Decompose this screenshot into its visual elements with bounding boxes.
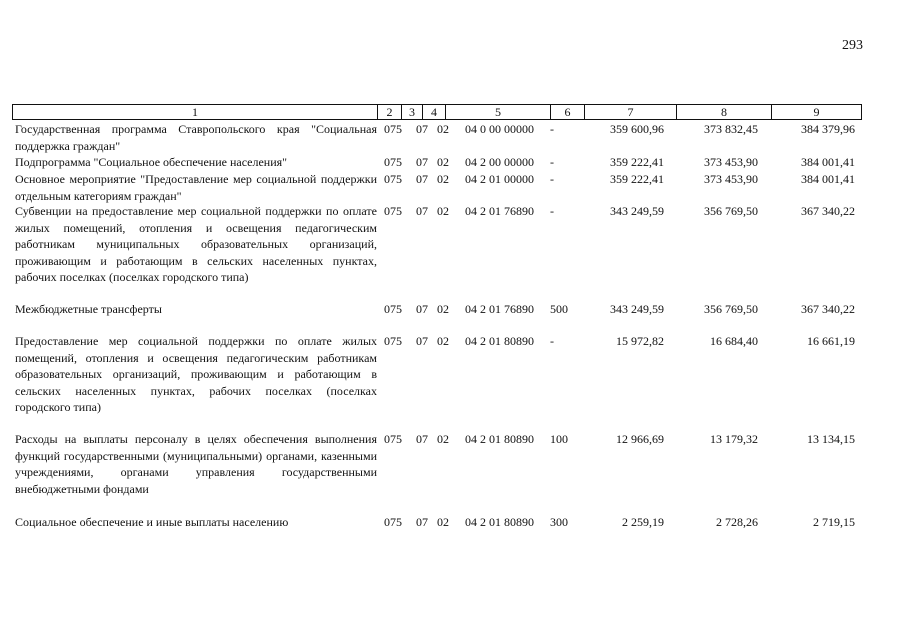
row-amount-8: 16 684,40 <box>710 334 758 348</box>
row-amount-7: 15 972,82 <box>616 334 664 348</box>
row-expense-type: - <box>550 155 554 169</box>
row-code: 075 <box>384 432 402 446</box>
row-amount-7: 2 259,19 <box>622 515 664 529</box>
row-section: 07 <box>416 432 428 446</box>
row-amount-7: 359 600,96 <box>610 122 664 136</box>
row-amount-8: 373 453,90 <box>704 155 758 169</box>
row-amount-8: 356 769,50 <box>704 204 758 218</box>
row-subsection: 02 <box>437 172 449 186</box>
row-code: 075 <box>384 172 402 186</box>
header-col-9: 9 <box>771 105 862 119</box>
row-target-code: 04 2 01 76890 <box>465 204 534 218</box>
row-amount-8: 373 832,45 <box>704 122 758 136</box>
row-amount-9: 367 340,22 <box>801 302 855 316</box>
row-expense-type: 100 <box>550 432 568 446</box>
row-amount-7: 12 966,69 <box>616 432 664 446</box>
table-header <box>12 104 862 120</box>
row-target-code: 04 2 01 80890 <box>465 432 534 446</box>
row-code: 075 <box>384 515 402 529</box>
row-amount-9: 384 001,41 <box>801 172 855 186</box>
header-col-3: 3 <box>401 105 422 119</box>
header-col-8: 8 <box>676 105 771 119</box>
row-description: Расходы на выплаты персоналу в целях обеспечения выполнения функций государственными (муниципальными) органами, казенными учреждениями, органами управления государственными внебюджетными фондами <box>15 432 377 496</box>
row-amount-9: 13 134,15 <box>807 432 855 446</box>
row-subsection: 02 <box>437 432 449 446</box>
header-col-6: 6 <box>550 105 584 119</box>
row-amount-8: 373 453,90 <box>704 172 758 186</box>
row-target-code: 04 0 00 00000 <box>465 122 534 136</box>
row-code: 075 <box>384 155 402 169</box>
page-number: 293 <box>842 38 863 53</box>
row-target-code: 04 2 01 00000 <box>465 172 534 186</box>
row-subsection: 02 <box>437 155 449 169</box>
row-section: 07 <box>416 302 428 316</box>
row-section: 07 <box>416 122 428 136</box>
row-amount-9: 367 340,22 <box>801 204 855 218</box>
row-expense-type: - <box>550 204 554 218</box>
row-description: Субвенции на предоставление мер социальной поддержки по оплате жилых помещений, отопления и освещения педагогическим работникам муниципальных образовательных организаций, проживающим и работающим в сельских населенных пунктах, рабочих поселках (поселках городского типа) <box>15 204 377 284</box>
row-code: 075 <box>384 204 402 218</box>
header-col-5: 5 <box>445 105 550 119</box>
row-amount-7: 359 222,41 <box>610 172 664 186</box>
row-target-code: 04 2 00 00000 <box>465 155 534 169</box>
row-subsection: 02 <box>437 302 449 316</box>
row-amount-8: 356 769,50 <box>704 302 758 316</box>
row-description: Предоставление мер социальной поддержки по оплате жилых помещений, отопления и освещения педагогическим работникам образовательных организаций, проживающим и работающим в сельских населенных пунктах, рабочих поселках (поселках городского типа) <box>15 334 377 414</box>
row-description: Основное мероприятие "Предоставление мер социальной поддержки отдельным категориям граждан" <box>15 172 377 203</box>
row-section: 07 <box>416 515 428 529</box>
header-col-4: 4 <box>422 105 445 119</box>
row-subsection: 02 <box>437 334 449 348</box>
row-code: 075 <box>384 122 402 136</box>
row-target-code: 04 2 01 80890 <box>465 334 534 348</box>
row-expense-type: 500 <box>550 302 568 316</box>
row-expense-type: - <box>550 334 554 348</box>
row-description: Государственная программа Ставропольского края "Социальная поддержка граждан" <box>15 122 377 153</box>
row-expense-type: - <box>550 172 554 186</box>
row-description: Межбюджетные трансферты <box>15 302 162 316</box>
header-col-2: 2 <box>377 105 401 119</box>
row-amount-8: 13 179,32 <box>710 432 758 446</box>
row-section: 07 <box>416 334 428 348</box>
row-section: 07 <box>416 172 428 186</box>
row-section: 07 <box>416 155 428 169</box>
row-section: 07 <box>416 204 428 218</box>
row-code: 075 <box>384 302 402 316</box>
row-description: Социальное обеспечение и иные выплаты населению <box>15 515 289 529</box>
row-expense-type: - <box>550 122 554 136</box>
row-target-code: 04 2 01 76890 <box>465 302 534 316</box>
row-subsection: 02 <box>437 515 449 529</box>
row-amount-8: 2 728,26 <box>716 515 758 529</box>
row-subsection: 02 <box>437 204 449 218</box>
row-amount-9: 2 719,15 <box>813 515 855 529</box>
header-col-7: 7 <box>584 105 676 119</box>
row-subsection: 02 <box>437 122 449 136</box>
row-description: Подпрограмма "Социальное обеспечение населения" <box>15 155 288 169</box>
row-amount-7: 343 249,59 <box>610 302 664 316</box>
row-amount-7: 359 222,41 <box>610 155 664 169</box>
row-amount-9: 384 379,96 <box>801 122 855 136</box>
row-target-code: 04 2 01 80890 <box>465 515 534 529</box>
row-expense-type: 300 <box>550 515 568 529</box>
row-amount-7: 343 249,59 <box>610 204 664 218</box>
row-amount-9: 384 001,41 <box>801 155 855 169</box>
row-amount-9: 16 661,19 <box>807 334 855 348</box>
header-col-1: 1 <box>12 105 377 119</box>
row-code: 075 <box>384 334 402 348</box>
